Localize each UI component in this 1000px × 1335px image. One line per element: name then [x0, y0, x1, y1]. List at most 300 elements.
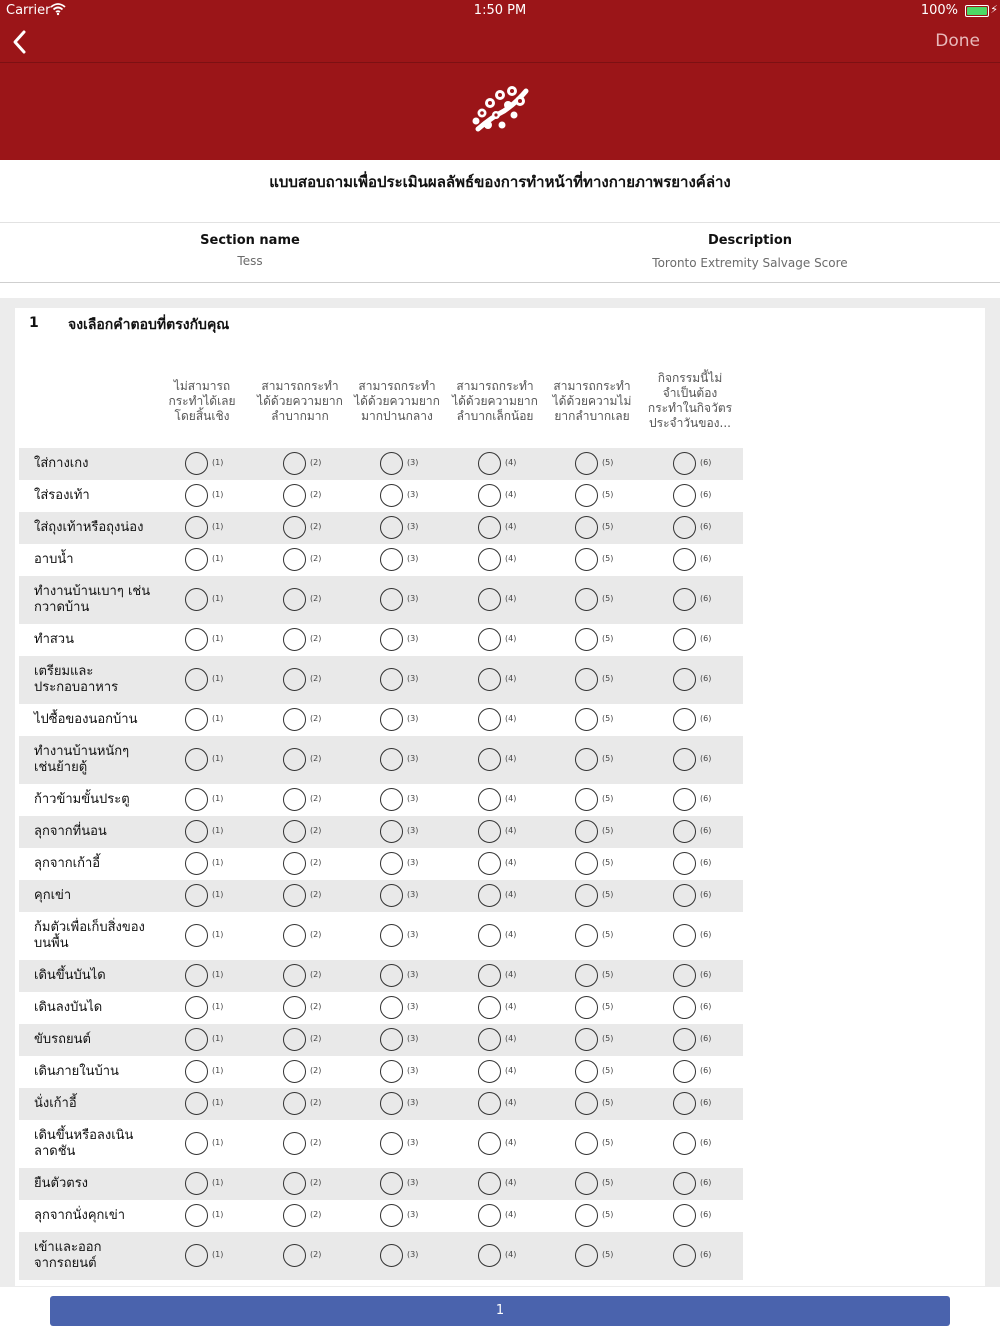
radio-value-label: (3)	[407, 522, 419, 531]
radio-option-5[interactable]	[575, 1172, 635, 1196]
radio-option-5[interactable]	[575, 1244, 635, 1268]
radio-circle-icon	[283, 852, 306, 875]
radio-value-label: (2)	[310, 970, 322, 979]
radio-option-5[interactable]	[575, 628, 635, 652]
clock-label: 1:50 PM	[473, 3, 527, 18]
radio-value-label: (6)	[700, 1210, 712, 1219]
radio-option-2[interactable]	[283, 1244, 343, 1268]
row-label-line: ขับรถยนต์	[34, 1032, 91, 1047]
radio-value-label: (2)	[310, 890, 322, 899]
radio-circle-icon	[283, 1172, 306, 1195]
radio-circle-icon	[575, 1244, 598, 1267]
radio-option-2[interactable]	[283, 1132, 343, 1156]
radio-option-6[interactable]	[673, 996, 733, 1020]
radio-option-3[interactable]	[380, 516, 440, 540]
radio-value-label: (4)	[505, 458, 517, 467]
radio-circle-icon	[575, 884, 598, 907]
radio-option-2[interactable]	[283, 852, 343, 876]
radio-option-6[interactable]	[673, 1132, 733, 1156]
column-header-line: สามารถกระทำ	[456, 379, 534, 393]
radio-option-2[interactable]	[283, 1172, 343, 1196]
row-label	[34, 576, 164, 624]
row-label	[34, 880, 164, 912]
question-row	[19, 1200, 743, 1232]
radio-option-5[interactable]	[575, 964, 635, 988]
question-row	[19, 624, 743, 656]
radio-circle-icon	[283, 748, 306, 771]
radio-value-label: (5)	[602, 522, 614, 531]
radio-option-5[interactable]	[575, 588, 635, 612]
radio-option-4[interactable]	[478, 1060, 538, 1084]
radio-option-3[interactable]	[380, 1172, 440, 1196]
radio-circle-icon	[283, 788, 306, 811]
radio-option-1[interactable]	[185, 852, 245, 876]
radio-option-1[interactable]	[185, 484, 245, 508]
radio-option-1[interactable]	[185, 1204, 245, 1228]
row-label	[34, 544, 164, 576]
row-label	[34, 480, 164, 512]
radio-circle-icon	[478, 708, 501, 731]
radio-option-2[interactable]	[283, 1060, 343, 1084]
row-label-line: ทำสวน	[34, 632, 74, 647]
radio-option-4[interactable]	[478, 1172, 538, 1196]
radio-circle-icon	[575, 668, 598, 691]
row-label	[34, 1088, 164, 1120]
radio-circle-icon	[478, 1028, 501, 1051]
radio-option-5[interactable]	[575, 788, 635, 812]
row-label-line: เตรียมและ	[34, 664, 94, 679]
row-label-text	[34, 1208, 125, 1224]
radio-value-label: (3)	[407, 1034, 419, 1043]
radio-option-4[interactable]	[478, 884, 538, 908]
radio-option-2[interactable]	[283, 548, 343, 572]
radio-option-5[interactable]	[575, 884, 635, 908]
radio-circle-icon	[185, 788, 208, 811]
radio-circle-icon	[575, 852, 598, 875]
radio-option-5[interactable]	[575, 548, 635, 572]
row-label-line: ทำงานบ้านหนักๆ	[34, 744, 130, 759]
row-label-line: เดินขึ้นหรือลงเนิน	[34, 1128, 134, 1143]
radio-circle-icon	[185, 748, 208, 771]
radio-option-2[interactable]	[283, 628, 343, 652]
row-label	[34, 1024, 164, 1056]
radio-value-label: (5)	[602, 826, 614, 835]
radio-option-2[interactable]	[283, 668, 343, 692]
radio-option-1[interactable]	[185, 964, 245, 988]
radio-option-5[interactable]	[575, 924, 635, 948]
radio-circle-icon	[478, 1172, 501, 1195]
radio-option-2[interactable]	[283, 820, 343, 844]
row-label-line: จากรถยนต์	[34, 1256, 97, 1271]
row-label-line: เดินภายในบ้าน	[34, 1064, 119, 1079]
radio-value-label: (5)	[602, 594, 614, 603]
radio-value-label: (4)	[505, 1210, 517, 1219]
chevron-left-icon	[10, 28, 30, 56]
radio-option-6[interactable]	[673, 924, 733, 948]
row-label	[34, 1056, 164, 1088]
radio-value-label: (4)	[505, 674, 517, 683]
radio-value-label: (6)	[700, 1066, 712, 1075]
radio-value-label: (2)	[310, 1002, 322, 1011]
question-row	[19, 1056, 743, 1088]
radio-option-5[interactable]	[575, 1060, 635, 1084]
radio-value-label: (2)	[310, 1034, 322, 1043]
radio-value-label: (6)	[700, 1138, 712, 1147]
radio-value-label: (6)	[700, 522, 712, 531]
radio-option-5[interactable]	[575, 996, 635, 1020]
column-header-line: สามารถกระทำ	[261, 379, 339, 393]
radio-option-4[interactable]	[478, 1244, 538, 1268]
radio-option-5[interactable]	[575, 708, 635, 732]
radio-option-1[interactable]	[185, 548, 245, 572]
radio-option-6[interactable]	[673, 1060, 733, 1084]
radio-option-6[interactable]	[673, 588, 733, 612]
radio-value-label: (2)	[310, 490, 322, 499]
radio-option-4[interactable]	[478, 516, 538, 540]
radio-option-3[interactable]	[380, 788, 440, 812]
page-1-button[interactable]: 1	[50, 1296, 950, 1326]
column-header-line: ไม่สามารถ	[173, 379, 231, 393]
row-label	[34, 784, 164, 816]
row-label-line: ใส่รองเท้า	[34, 488, 90, 503]
radio-value-label: (3)	[407, 1066, 419, 1075]
radio-option-6[interactable]	[673, 964, 733, 988]
radio-value-label: (1)	[212, 826, 224, 835]
row-label	[34, 448, 164, 480]
radio-option-6[interactable]	[673, 748, 733, 772]
radio-option-3[interactable]	[380, 628, 440, 652]
radio-option-1[interactable]	[185, 668, 245, 692]
question-row	[19, 1120, 743, 1168]
radio-circle-icon	[380, 548, 403, 571]
radio-circle-icon	[673, 748, 696, 771]
radio-option-4[interactable]	[478, 548, 538, 572]
radio-option-6[interactable]	[673, 668, 733, 692]
radio-value-label: (1)	[212, 1178, 224, 1187]
radio-value-label: (6)	[700, 490, 712, 499]
radio-option-2[interactable]	[283, 964, 343, 988]
radio-value-label: (5)	[602, 1098, 614, 1107]
radio-option-4[interactable]	[478, 452, 538, 476]
radio-option-1[interactable]	[185, 748, 245, 772]
radio-circle-icon	[673, 548, 696, 571]
radio-option-3[interactable]	[380, 1204, 440, 1228]
radio-option-4[interactable]	[478, 1204, 538, 1228]
radio-option-3[interactable]	[380, 588, 440, 612]
radio-circle-icon	[575, 996, 598, 1019]
radio-option-1[interactable]	[185, 884, 245, 908]
radio-value-label: (1)	[212, 522, 224, 531]
radio-circle-icon	[478, 484, 501, 507]
row-label-text	[34, 552, 74, 568]
radio-option-1[interactable]	[185, 788, 245, 812]
radio-circle-icon	[185, 516, 208, 539]
column-header-line: สามารถกระทำ	[358, 379, 436, 393]
radio-value-label: (1)	[212, 1138, 224, 1147]
radio-circle-icon	[185, 484, 208, 507]
radio-option-2[interactable]	[283, 924, 343, 948]
radio-circle-icon	[478, 1204, 501, 1227]
row-label-line: ยืนตัวตรง	[34, 1176, 89, 1191]
radio-option-1[interactable]	[185, 924, 245, 948]
radio-option-2[interactable]	[283, 788, 343, 812]
radio-option-6[interactable]	[673, 708, 733, 732]
radio-option-5[interactable]	[575, 1204, 635, 1228]
radio-option-3[interactable]	[380, 1060, 440, 1084]
radio-option-4[interactable]	[478, 668, 538, 692]
radio-circle-icon	[673, 1132, 696, 1155]
radio-value-label: (6)	[700, 794, 712, 803]
radio-option-6[interactable]	[673, 788, 733, 812]
radio-option-5[interactable]	[575, 1132, 635, 1156]
row-label	[34, 1232, 164, 1280]
row-label-text	[34, 744, 129, 776]
radio-option-4[interactable]	[478, 964, 538, 988]
radio-circle-icon	[673, 924, 696, 947]
question-row	[19, 880, 743, 912]
radio-circle-icon	[185, 548, 208, 571]
radio-option-5[interactable]	[575, 1092, 635, 1116]
radio-circle-icon	[380, 484, 403, 507]
radio-value-label: (1)	[212, 1034, 224, 1043]
radio-option-4[interactable]	[478, 484, 538, 508]
row-label	[34, 912, 164, 960]
radio-option-3[interactable]	[380, 924, 440, 948]
radio-option-2[interactable]	[283, 1204, 343, 1228]
radio-option-1[interactable]	[185, 452, 245, 476]
radio-circle-icon	[185, 628, 208, 651]
radio-circle-icon	[575, 516, 598, 539]
section-name-value: Tess	[237, 254, 263, 268]
radio-option-3[interactable]	[380, 1028, 440, 1052]
radio-option-4[interactable]	[478, 708, 538, 732]
radio-option-4[interactable]	[478, 820, 538, 844]
row-label	[34, 736, 164, 784]
row-label-text	[34, 632, 74, 648]
radio-option-1[interactable]	[185, 1244, 245, 1268]
radio-circle-icon	[478, 1244, 501, 1267]
radio-circle-icon	[380, 1060, 403, 1083]
radio-option-2[interactable]	[283, 1092, 343, 1116]
radio-option-6[interactable]	[673, 1028, 733, 1052]
radio-option-5[interactable]	[575, 820, 635, 844]
radio-circle-icon	[575, 1204, 598, 1227]
radio-option-3[interactable]	[380, 852, 440, 876]
radio-value-label: (5)	[602, 458, 614, 467]
radio-option-2[interactable]	[283, 588, 343, 612]
question-row	[19, 816, 743, 848]
row-label-text	[34, 1240, 101, 1272]
radio-option-4[interactable]	[478, 788, 538, 812]
radio-option-1[interactable]	[185, 1028, 245, 1052]
radio-value-label: (2)	[310, 458, 322, 467]
radio-option-6[interactable]	[673, 452, 733, 476]
question-row	[19, 704, 743, 736]
radio-option-5[interactable]	[575, 516, 635, 540]
radio-option-1[interactable]	[185, 820, 245, 844]
radio-option-1[interactable]	[185, 996, 245, 1020]
done-button[interactable]: Done	[935, 31, 980, 51]
row-label-text	[34, 1032, 91, 1048]
radio-circle-icon	[478, 964, 501, 987]
column-header-line: ลำบากมาก	[271, 409, 329, 423]
radio-option-1[interactable]	[185, 1172, 245, 1196]
radio-option-6[interactable]	[673, 516, 733, 540]
radio-option-5[interactable]	[575, 1028, 635, 1052]
radio-option-3[interactable]	[380, 748, 440, 772]
radio-value-label: (5)	[602, 714, 614, 723]
radio-circle-icon	[673, 1092, 696, 1115]
row-label-text	[34, 456, 88, 472]
radio-value-label: (3)	[407, 1138, 419, 1147]
radio-option-2[interactable]	[283, 884, 343, 908]
radio-option-5[interactable]	[575, 668, 635, 692]
radio-option-4[interactable]	[478, 1028, 538, 1052]
radio-option-1[interactable]	[185, 588, 245, 612]
radio-value-label: (2)	[310, 1138, 322, 1147]
radio-option-3[interactable]	[380, 484, 440, 508]
radio-option-3[interactable]	[380, 964, 440, 988]
radio-option-3[interactable]	[380, 996, 440, 1020]
radio-option-5[interactable]	[575, 484, 635, 508]
radio-option-3[interactable]	[380, 1092, 440, 1116]
radio-circle-icon	[478, 748, 501, 771]
radio-option-6[interactable]	[673, 1172, 733, 1196]
radio-option-4[interactable]	[478, 924, 538, 948]
radio-option-2[interactable]	[283, 708, 343, 732]
radio-value-label: (2)	[310, 1178, 322, 1187]
radio-option-3[interactable]	[380, 668, 440, 692]
radio-option-4[interactable]	[478, 588, 538, 612]
radio-value-label: (1)	[212, 714, 224, 723]
radio-value-label: (5)	[602, 1002, 614, 1011]
radio-value-label: (3)	[407, 754, 419, 763]
radio-value-label: (6)	[700, 1178, 712, 1187]
radio-value-label: (3)	[407, 1002, 419, 1011]
radio-option-1[interactable]	[185, 1132, 245, 1156]
radio-option-3[interactable]	[380, 820, 440, 844]
status-bar	[0, 0, 1000, 22]
radio-option-6[interactable]	[673, 484, 733, 508]
radio-circle-icon	[673, 484, 696, 507]
row-label-line: เช่นย้ายตู้	[34, 760, 88, 775]
radio-option-6[interactable]	[673, 1244, 733, 1268]
radio-option-6[interactable]	[673, 852, 733, 876]
radio-option-5[interactable]	[575, 452, 635, 476]
radio-option-1[interactable]	[185, 628, 245, 652]
battery-icon	[965, 5, 989, 17]
radio-option-1[interactable]	[185, 708, 245, 732]
radio-option-2[interactable]	[283, 748, 343, 772]
radio-value-label: (4)	[505, 1250, 517, 1259]
radio-circle-icon	[673, 964, 696, 987]
radio-value-label: (4)	[505, 754, 517, 763]
radio-option-4[interactable]	[478, 852, 538, 876]
radio-circle-icon	[283, 924, 306, 947]
radio-option-4[interactable]	[478, 628, 538, 652]
radio-circle-icon	[673, 1244, 696, 1267]
radio-value-label: (1)	[212, 890, 224, 899]
question-row	[19, 992, 743, 1024]
radio-circle-icon	[673, 1060, 696, 1083]
radio-circle-icon	[380, 924, 403, 947]
radio-option-6[interactable]	[673, 1092, 733, 1116]
column-header-1	[153, 379, 251, 424]
row-label-text	[34, 1096, 77, 1112]
radio-circle-icon	[380, 852, 403, 875]
radio-option-2[interactable]	[283, 516, 343, 540]
row-label	[34, 624, 164, 656]
radio-circle-icon	[575, 708, 598, 731]
radio-option-3[interactable]	[380, 548, 440, 572]
radio-option-4[interactable]	[478, 1092, 538, 1116]
radio-circle-icon	[380, 1172, 403, 1195]
row-label-text	[34, 856, 100, 872]
radio-option-6[interactable]	[673, 548, 733, 572]
bottom-bar	[0, 1286, 1000, 1335]
radio-value-label: (1)	[212, 794, 224, 803]
radio-circle-icon	[575, 1028, 598, 1051]
radio-option-6[interactable]	[673, 1204, 733, 1228]
row-label-line: นั่งเก้าอี้	[34, 1096, 77, 1111]
radio-circle-icon	[185, 1028, 208, 1051]
radio-option-4[interactable]	[478, 748, 538, 772]
radio-option-3[interactable]	[380, 708, 440, 732]
radio-value-label: (1)	[212, 1002, 224, 1011]
radio-option-1[interactable]	[185, 516, 245, 540]
question-number: 1	[29, 315, 39, 331]
radio-circle-icon	[283, 588, 306, 611]
radio-option-6[interactable]	[673, 884, 733, 908]
radio-option-3[interactable]	[380, 1132, 440, 1156]
radio-option-3[interactable]	[380, 1244, 440, 1268]
row-label-text	[34, 712, 137, 728]
radio-option-4[interactable]	[478, 996, 538, 1020]
radio-value-label: (4)	[505, 522, 517, 531]
radio-option-6[interactable]	[673, 820, 733, 844]
radio-option-2[interactable]	[283, 452, 343, 476]
row-label	[34, 656, 164, 704]
radio-circle-icon	[283, 628, 306, 651]
radio-circle-icon	[380, 884, 403, 907]
back-button[interactable]	[10, 28, 36, 56]
radio-circle-icon	[673, 852, 696, 875]
radio-circle-icon	[673, 820, 696, 843]
radio-circle-icon	[380, 996, 403, 1019]
radio-value-label: (6)	[700, 754, 712, 763]
description-label: Description	[707, 233, 793, 248]
radio-option-3[interactable]	[380, 884, 440, 908]
radio-option-5[interactable]	[575, 748, 635, 772]
radio-circle-icon	[283, 484, 306, 507]
radio-option-2[interactable]	[283, 1028, 343, 1052]
radio-option-1[interactable]	[185, 1092, 245, 1116]
radio-option-3[interactable]	[380, 452, 440, 476]
radio-value-label: (6)	[700, 1098, 712, 1107]
radio-value-label: (4)	[505, 634, 517, 643]
radio-option-4[interactable]	[478, 1132, 538, 1156]
radio-option-2[interactable]	[283, 484, 343, 508]
radio-value-label: (1)	[212, 1066, 224, 1075]
radio-option-1[interactable]	[185, 1060, 245, 1084]
radio-option-2[interactable]	[283, 996, 343, 1020]
row-label	[34, 512, 164, 544]
radio-value-label: (3)	[407, 826, 419, 835]
radio-option-5[interactable]	[575, 852, 635, 876]
radio-value-label: (5)	[602, 554, 614, 563]
radio-circle-icon	[185, 924, 208, 947]
radio-option-6[interactable]	[673, 628, 733, 652]
